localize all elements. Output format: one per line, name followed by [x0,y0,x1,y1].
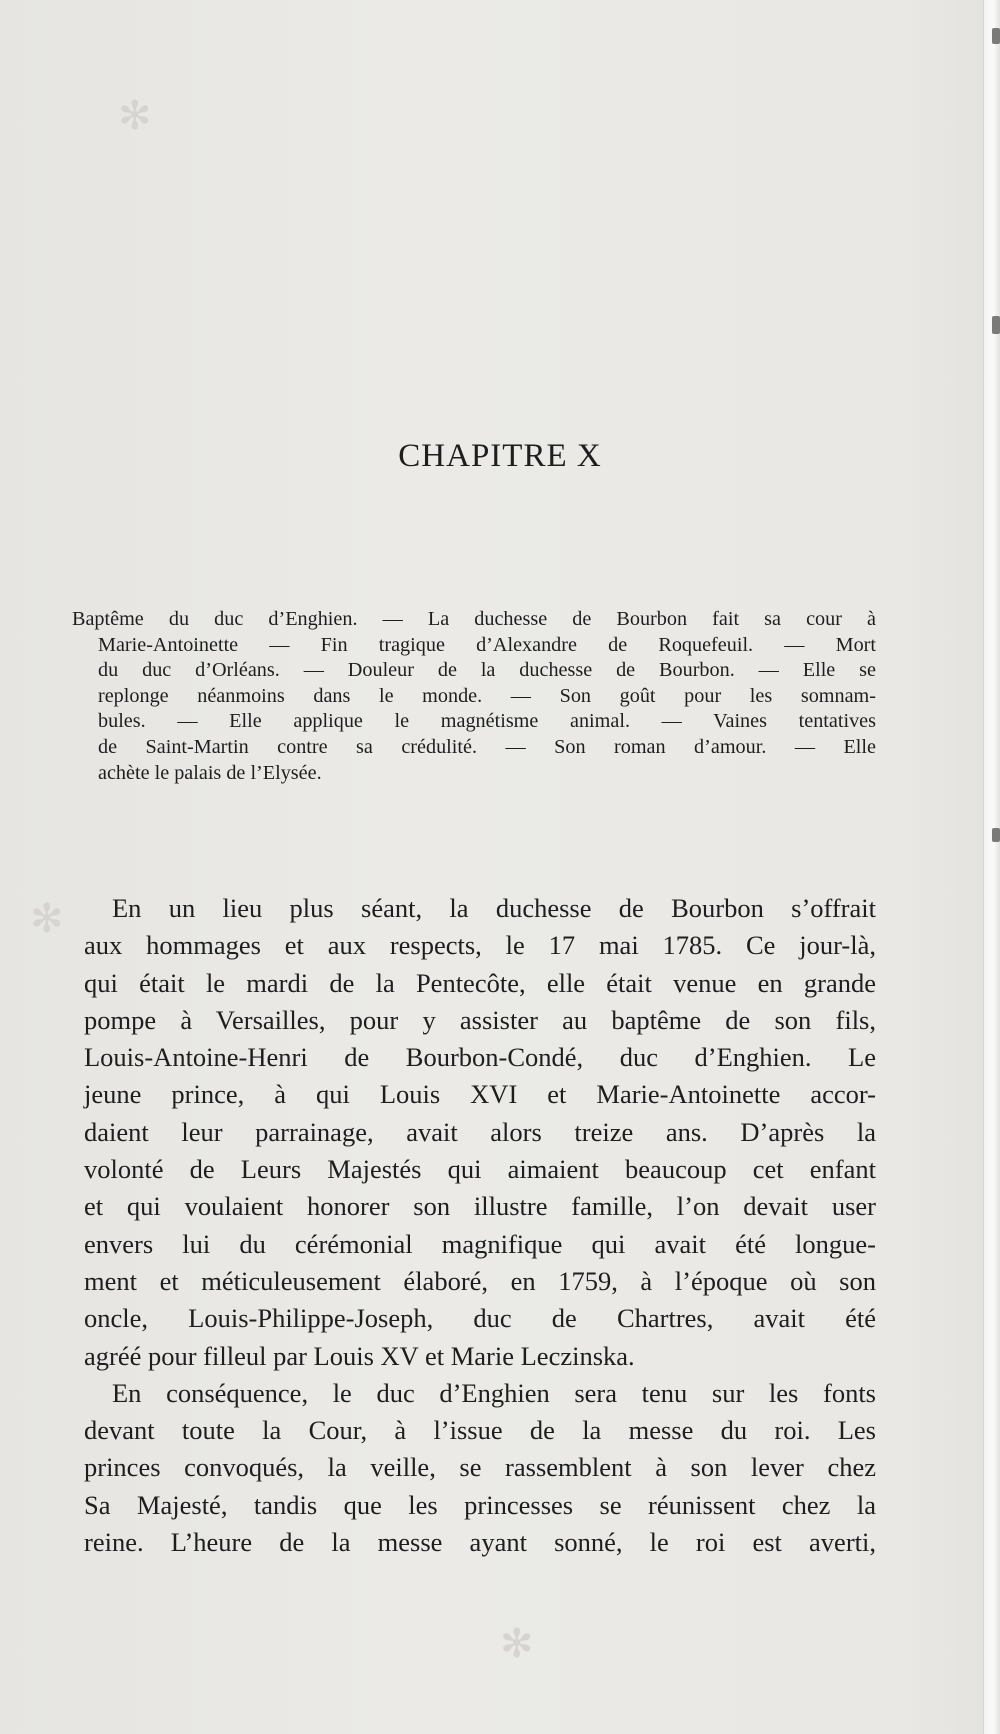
summary-line: replonge néanmoins dans le monde. — Son goût pour les somnam- [98,684,876,707]
text-line: envers lui du cérémonial magnifique qui avait été longue- [84,1228,876,1259]
ornament-icon: ✻ [500,1621,534,1666]
summary-line: Marie-Antoinette — Fin tragique d’Alexandre de Roquefeuil. — Mort [98,633,876,656]
text-line: volonté de Leurs Majestés qui aimaient beaucoup cet enfant [84,1154,876,1185]
text-line: oncle, Louis-Philippe-Joseph, duc de Chartres, avait été [84,1303,876,1334]
paragraph-2 [84,1375,876,1561]
summary-line: Baptême du duc d’Enghien. — La duchesse de Bourbon fait sa cour à [72,608,876,630]
summary-line: achète le palais de l’Elysée. [98,761,322,784]
chapter-summary [72,607,876,786]
chapter-title: CHAPITRE X [398,438,602,474]
text-line: En un lieu plus séant, la duchesse de Bourbon s’offrait [112,893,876,923]
text-line: reine. L’heure de la messe ayant sonné, le roi est averti, [84,1527,876,1558]
binding-clip [992,28,1000,44]
text-line: Louis-Antoine-Henri de Bourbon-Condé, duc d’Enghien. Le [84,1042,876,1073]
text-line: Sa Majesté, tandis que les princesses se réunissent chez la [84,1489,876,1520]
text-line: et qui voulaient honorer son illustre famille, l’on devait user [84,1191,876,1222]
text-line: agréé pour filleul par Louis XV et Marie Leczinska. [84,1340,635,1371]
summary-line: du duc d’Orléans. — Douleur de la duchesse de Bourbon. — Elle se [98,659,876,682]
page-edge [983,0,1000,1734]
text-line: ment et méticuleusement élaboré, en 1759, à l’époque où son [84,1265,876,1296]
text-line: daient leur parrainage, avait alors treize ans. D’après la [84,1116,876,1147]
text-line: En conséquence, le duc d’Enghien sera tenu sur les fonts [112,1377,876,1408]
ornament-icon: ✻ [118,93,152,138]
summary-line: bules. — Elle applique le magnétisme animal. — Vaines tentatives [98,710,876,733]
text-line: devant toute la Cour, à l’issue de la messe du roi. Les [84,1415,876,1446]
paragraph-1 [84,890,876,1375]
text-line: aux hommages et aux respects, le 17 mai 1785. Ce jour-là, [84,930,876,961]
text-line: pompe à Versailles, pour y assister au baptême de son fils, [84,1004,876,1035]
body-text [84,890,876,1561]
text-line: qui était le mardi de la Pentecôte, elle était venue en grande [84,967,876,998]
summary-line: de Saint-Martin contre sa crédulité. — Son roman d’amour. — Elle [98,735,876,758]
text-line: jeune prince, à qui Louis XVI et Marie-Antoinette accor- [84,1079,876,1110]
text-line: princes convoqués, la veille, se rassemblent à son lever chez [84,1452,876,1483]
binding-clip [992,316,1000,334]
binding-clip [992,828,1000,842]
ornament-icon: ✻ [30,896,64,941]
